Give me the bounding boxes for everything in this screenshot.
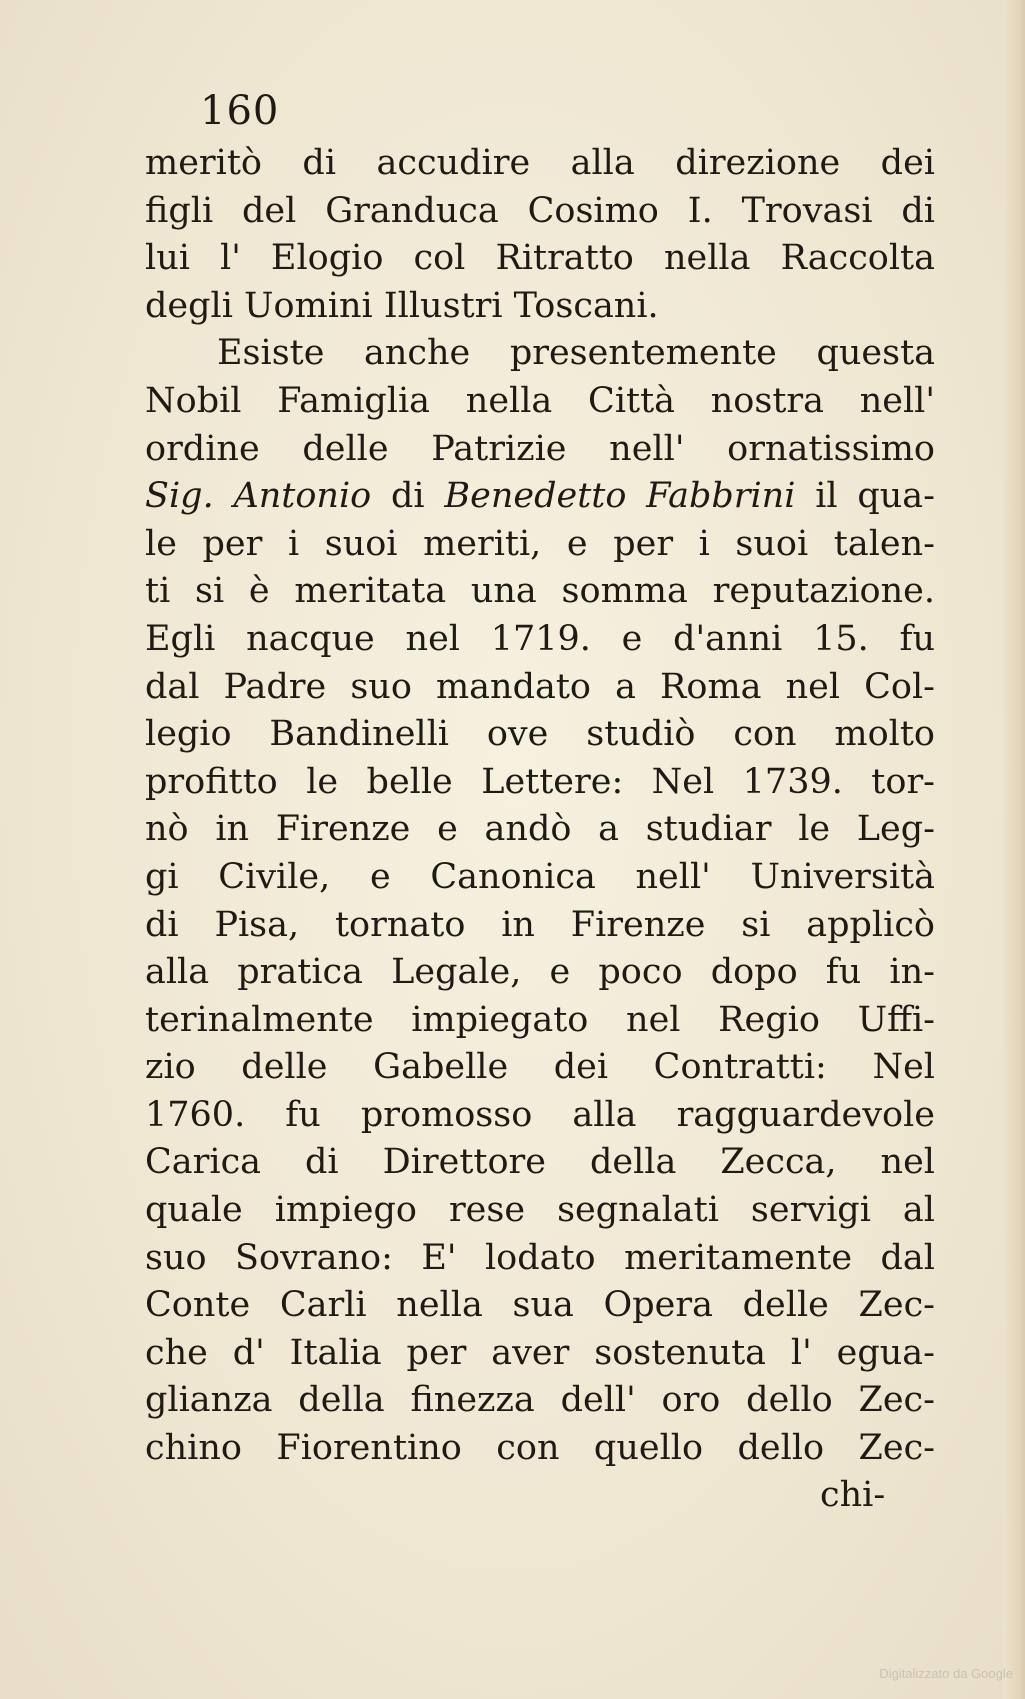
text-line: zio delle Gabelle dei Contratti: Nel [145,1047,935,1088]
text-line: gi Civile, e Canonica nell' Università [145,856,935,897]
page-edge [1003,0,1025,1699]
text-line: ordine delle Patrizie nell' ornatissimo [145,428,935,469]
text-line: profitto le belle Lettere: Nel 1739. tor- [145,761,935,802]
text-line: degli Uomini Illustri Toscani. [145,285,659,326]
text-line: suo Sovrano: E' lodato meritamente dal [145,1237,935,1278]
text-line: Conte Carli nella sua Opera delle Zec- [145,1285,935,1326]
digitization-watermark: Digitalizzato da Google [879,1666,1013,1681]
text-line: quale impiego rese segnalati servigi al [145,1190,935,1231]
text-line: 1760. fu promosso alla ragguardevole [145,1094,935,1135]
text-line: le per i suoi meriti, e per i suoi talen- [145,523,935,564]
text-line: lui l' Elogio col Ritratto nella Raccolta [145,238,935,279]
text-line: legio Bandinelli ove studiò con molto [145,714,935,755]
text-line: figli del Granduca Cosimo I. Trovasi di [145,190,935,231]
text-line: alla pratica Legale, e poco dopo fu in- [145,952,935,993]
text-line: dal Padre suo mandato a Roma nel Col- [145,666,935,707]
text-line [145,473,935,521]
text-line: glianza della finezza dell' oro dello Zec- [145,1380,935,1421]
text-line: chino Fiorentino con quello dello Zec- [145,1428,935,1469]
text-line: che d' Italia per aver sostenuta l' egua- [145,1332,935,1373]
text-segment: il qua- [795,476,935,517]
page-number: 160 [200,88,280,134]
text-line: nò in Firenze e andò a studiar le Leg- [145,809,935,850]
body-text [145,140,935,1473]
catchword: chi- [820,1475,886,1515]
text-line: ti si è meritata una somma reputazione. [145,571,935,612]
italic-name: Benedetto Fabbrini [444,476,796,517]
text-line: di Pisa, tornato in Firenze si applicò [145,904,935,945]
text-line: Nobil Famiglia nella Città nostra nell' [145,380,935,421]
text-line: meritò di accudire alla direzione dei [145,143,935,183]
text-line: Carica di Direttore della Zecca, nel [145,1142,935,1183]
text-line: Egli nacque nel 1719. e d'anni 15. fu [145,618,935,659]
text-line: terinalmente impiegato nel Regio Uffi- [145,999,935,1040]
italic-name: Sig. Antonio [145,476,372,517]
text-segment: di [371,476,445,517]
text-line: Esiste anche presentemente questa [217,333,935,374]
